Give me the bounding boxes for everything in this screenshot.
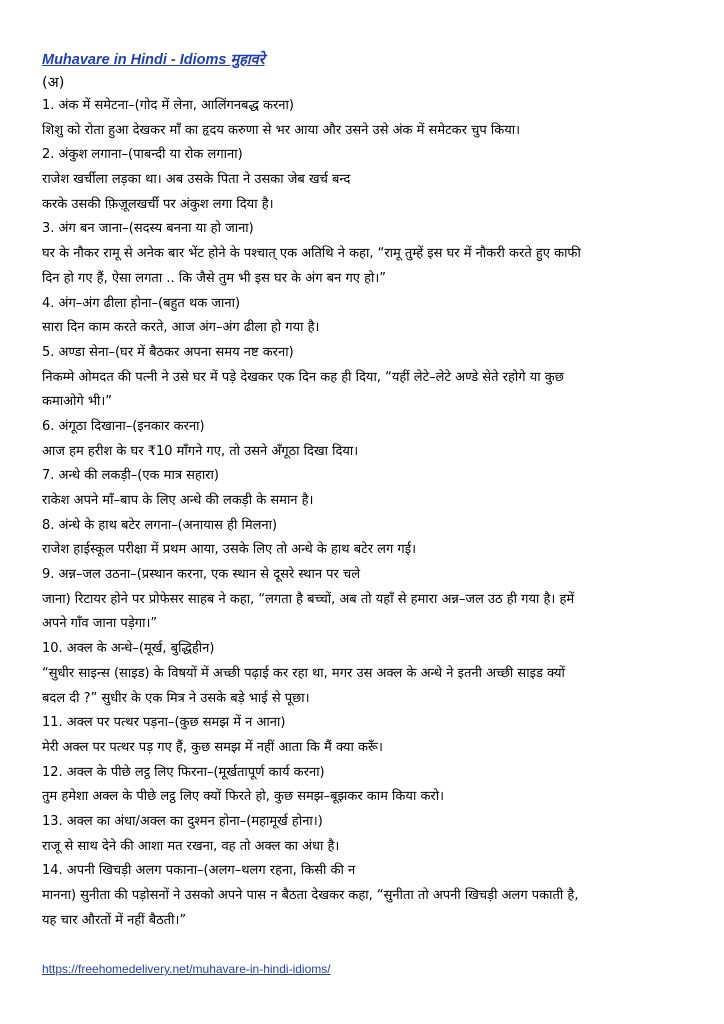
text-line: 12. अक्ल के पीछे लट्ठ लिए फिरना–(मूर्खतापूर्ण कार्य करना) <box>42 764 325 780</box>
text-line: 1. अंक में समेटना–(गोद में लेना, आलिंगनबद्ध करना) <box>42 98 294 113</box>
text-line: जाना) रिटायर होने पर प्रोफेसर साहब ने कहा, “लगता है बच्चों, अब तो यहाँ से हमारा अन्न–जल उठ ही गया है। हमें <box>42 591 575 607</box>
text-line: 2. अंकुश लगाना–(पाबन्दी या रोक लगाना) <box>42 147 243 163</box>
text-line: यह चार औरतों में नहीं बैठती।” <box>42 912 187 928</box>
text-line: शिशु को रोता हुआ देखकर माँ का हृदय करुणा से भर आया और उसने उसे अंक में समेटकर चुप किया। <box>42 122 521 138</box>
text-line: कमाओगे भी।” <box>42 394 113 410</box>
title-row <box>42 46 688 72</box>
text-line: राकेश अपने माँ–बाप के लिए अन्धे की लकड़ी के समान है। <box>42 493 314 508</box>
text-line: दिन हो गए हैं, ऐसा लगता .. कि जैसे तुम भी इस घर के अंग बन गए हो।” <box>42 270 387 286</box>
text-line: 10. अक्ल के अन्धे–(मूर्ख, बुद्धिहीन) <box>42 641 215 657</box>
text-line: 14. अपनी खिचड़ी अलग पकाना–(अलग–थलग रहना, किसी की न <box>42 863 356 879</box>
text-line: “सुधीर साइन्स (साइड) के विषयों में अच्छी पढ़ाई कर रहा था, मगर उस अक्ल के अन्धे ने इतनी अच्छी साइड क्यों <box>42 665 565 681</box>
text-line: 11. अक्ल पर पत्थर पड़ना–(कुछ समझ में न आना) <box>42 715 286 731</box>
text-line: 4. अंग–अंग ढीला होना–(बहुत थक जाना) <box>42 295 241 311</box>
document-title: Muhavare in Hindi - Idioms मुहावरे <box>42 52 265 68</box>
text-line: 6. अंगूठा दिखाना–(इनकार करना) <box>42 418 205 434</box>
text-line: 9. अन्न–जल उठना–(प्रस्थान करना, एक स्थान से दूसरे स्थान पर चले <box>42 567 361 583</box>
text-line: मानना) सुनीता की पड़ोसनों ने उसको अपने पास न बैठता देखकर कहा, “सुनीता तो अपनी खिचड़ी अलग पकाती है, <box>42 888 579 903</box>
text-line: अपने गाँव जाना पड़ेगा।” <box>42 616 158 632</box>
text-line: बदल दी ?” सुधीर के एक मित्र ने उसके बड़े भाई से पूछा। <box>42 690 310 706</box>
text-line: घर के नौकर रामू से अनेक बार भेंट होने के पश्चात् एक अतिथि ने कहा, “रामू तुम्हें इस घर में नौकरी करते हुए काफी <box>42 246 581 262</box>
text-line: 13. अक्ल का अंधा/अक्ल का दुश्मन होना–(महामूर्ख होना।) <box>42 813 323 829</box>
text-line: करके उसकी फ़िज़ूलखर्ची पर अंकुश लगा दिया है। <box>42 196 274 212</box>
text-line: राजेश हाईस्कूल परीक्षा में प्रथम आया, उसके लिए तो अन्धे के हाथ बटेर लग गई। <box>42 542 417 558</box>
text-line: 3. अंग बन जाना–(सदस्य बनना या हो जाना) <box>42 221 254 237</box>
text-line: आज हम हरीश के घर ₹10 माँगने गए, तो उसने अँगूठा दिखा दिया। <box>42 443 359 459</box>
text-line: राजेश खर्चीला लड़का था। अब उसके पिता ने उसका जेब खर्च बन्द <box>42 172 351 188</box>
text-line: 8. अंन्धे के हाथ बटेर लगना–(अनायास ही मिलना) <box>42 517 278 533</box>
text-line: 5. अण्डा सेना–(घर में बैठकर अपना समय नष्ट करना) <box>42 344 294 360</box>
text-line: तुम हमेशा अक्ल के पीछे लट्ठ लिए क्यों फिरते हो, कुछ समझ–बूझकर काम किया करो। <box>42 789 445 805</box>
text-line: मेरी अक्ल पर पत्थर पड़ गए हैं, कुछ समझ में नहीं आता कि मैं क्या करूँ। <box>42 739 383 755</box>
idiom-list <box>42 94 688 933</box>
text-line: 7. अन्धे की लकड़ी–(एक मात्र सहारा) <box>42 468 219 484</box>
text-line: निकम्मे ओमदत की पत्नी ने उसे घर में पड़े देखकर एक दिन कह ही दिया, “यहीं लेटे–लेटे अण्डे सेते रहोगे या कुछ <box>42 369 564 385</box>
text-line: सारा दिन काम करते करते, आज अंग–अंग ढीला हो गया है। <box>42 320 320 336</box>
text-line: राजू से साथ देने की आशा मत रखना, वह तो अक्ल का अंधा है। <box>42 838 340 854</box>
source-url-link[interactable]: https://freehomedelivery.net/muhavare-in-hindi-idioms/ <box>42 962 331 976</box>
section-heading: (अ) <box>42 75 65 91</box>
